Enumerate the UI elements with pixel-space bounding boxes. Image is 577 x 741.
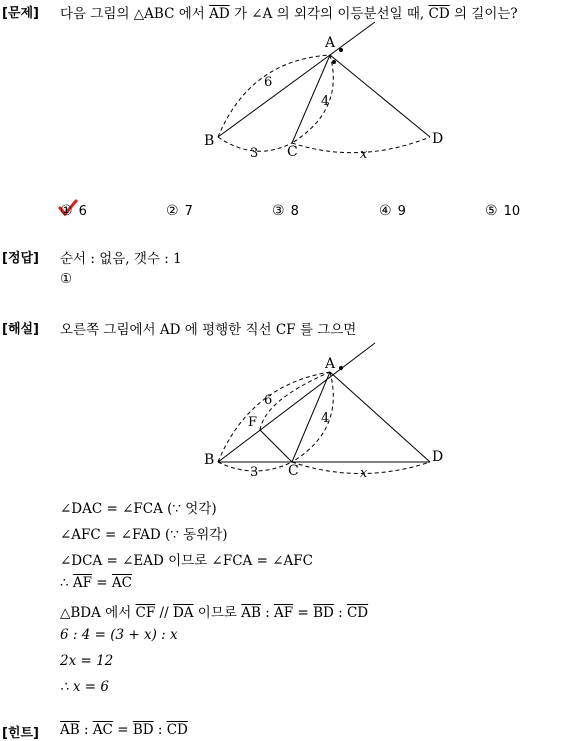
problem-tag: [문제] xyxy=(2,6,39,21)
fig1-label-b: B xyxy=(204,133,215,149)
hint-tag: [힌트] xyxy=(2,726,39,741)
choice-3[interactable] xyxy=(272,203,299,219)
solution-line-6: 6 : 4 = (3 + x) : x xyxy=(60,627,178,643)
fig2-label-a: A xyxy=(325,356,336,372)
solution-line-4 xyxy=(60,575,132,591)
choice-5[interactable] xyxy=(485,203,520,219)
solution-line-1: ∠DAC = ∠FCA (∵ 엇각) xyxy=(60,501,217,517)
choice-2[interactable] xyxy=(166,203,193,219)
l5-c2: : xyxy=(333,605,347,621)
hint-line xyxy=(60,722,188,738)
segment-af-2: $\overline{AF}$ xyxy=(274,605,294,621)
choice-3-value: 8 xyxy=(290,204,299,219)
solution-intro: 오른쪽 그림에서 AD 에 평행한 직선 CF 를 그으면 xyxy=(60,322,357,338)
hint-c1: : xyxy=(79,722,93,738)
solution-line-7: 2x = 12 xyxy=(60,653,114,669)
hint-ac: $\overline{AC}$ xyxy=(92,722,113,738)
solution-figure xyxy=(195,340,455,480)
l5-mid: 이므로 xyxy=(193,605,242,621)
fig1-label-a: A xyxy=(325,35,336,51)
fig2-label-c: C xyxy=(288,463,299,479)
fig1-label-cd: x xyxy=(360,147,368,162)
solution-line-3: ∠DCA = ∠EAD 이므로 ∠FCA = ∠AFC xyxy=(60,553,313,569)
hint-c2: : xyxy=(153,722,167,738)
l5-c1: : xyxy=(260,605,275,621)
answer-line-2: ① xyxy=(60,271,73,287)
choice-4-mark: ④ xyxy=(379,203,392,219)
segment-af-1: $\overline{AF}$ xyxy=(72,575,93,591)
segment-bd: $\overline{BD}$ xyxy=(313,605,334,621)
solution-line-5 xyxy=(60,601,368,621)
choice-5-value: 10 xyxy=(503,204,521,219)
choice-2-value: 7 xyxy=(184,204,193,219)
fig1-label-c: C xyxy=(287,144,298,160)
segment-cf: $\overline{CF}$ xyxy=(135,605,156,621)
l5-par: // xyxy=(155,605,173,621)
problem-text-b: 가 ∠A 의 외각의 이등분선일 때, xyxy=(229,6,429,22)
choice-3-mark: ③ xyxy=(272,203,285,219)
fig1-label-bc: 3 xyxy=(250,146,259,161)
fig1-label-ab: 6 xyxy=(264,75,273,90)
fig2-label-d: D xyxy=(432,449,444,465)
fig1-label-d: D xyxy=(432,131,444,147)
problem-figure xyxy=(195,18,455,163)
choice-4-value: 9 xyxy=(397,204,406,219)
choice-1-value: 6 xyxy=(78,204,87,219)
solution-tag: [해설] xyxy=(2,322,39,337)
choice-2-mark: ② xyxy=(166,203,179,219)
solution-line-2: ∠AFC = ∠FAD (∵ 동위각) xyxy=(60,527,228,543)
segment-ab: $\overline{AB}$ xyxy=(241,605,261,621)
problem-text-c: 의 길이는? xyxy=(449,6,518,22)
answer-tag: [정답] xyxy=(2,251,39,266)
hint-ab: $\overline{AB}$ xyxy=(60,722,80,738)
choice-1-mark: ① xyxy=(60,203,73,219)
fig2-label-cd: x xyxy=(360,466,368,480)
problem-text-a: 다음 그림의 △ABC 에서 xyxy=(60,6,210,22)
segment-cd-2: $\overline{CD}$ xyxy=(346,605,369,621)
segment-cd: $\overline{CD}$ xyxy=(428,6,450,22)
fig1-label-ac: 4 xyxy=(321,94,330,109)
solution-line-8: ∴ x = 6 xyxy=(60,679,109,695)
choice-1[interactable] xyxy=(60,203,87,219)
fig2-label-ac: 4 xyxy=(321,411,330,426)
fig2-label-bc: 3 xyxy=(250,465,259,480)
l5-eq: = xyxy=(293,605,314,621)
hint-cd: $\overline{CD}$ xyxy=(166,722,188,738)
hint-eq: = xyxy=(112,722,133,738)
fig2-label-b: B xyxy=(204,452,215,468)
segment-da: $\overline{DA}$ xyxy=(172,605,194,621)
segment-ad: $\overline{AD}$ xyxy=(209,6,230,22)
fig2-label-ab: 6 xyxy=(264,393,273,408)
fig2-label-f: F xyxy=(248,415,258,430)
l5-pre: △BDA 에서 xyxy=(60,605,136,621)
segment-ac-1: $\overline{AC}$ xyxy=(111,575,133,591)
choice-4[interactable] xyxy=(379,203,406,219)
hint-bd: $\overline{BD}$ xyxy=(132,722,154,738)
answer-line-1: 순서 : 없음, 갯수 : 1 xyxy=(60,251,182,267)
therefore-1: ∴ xyxy=(60,575,73,591)
eq-1: = xyxy=(92,575,112,591)
choice-5-mark: ⑤ xyxy=(485,203,498,219)
